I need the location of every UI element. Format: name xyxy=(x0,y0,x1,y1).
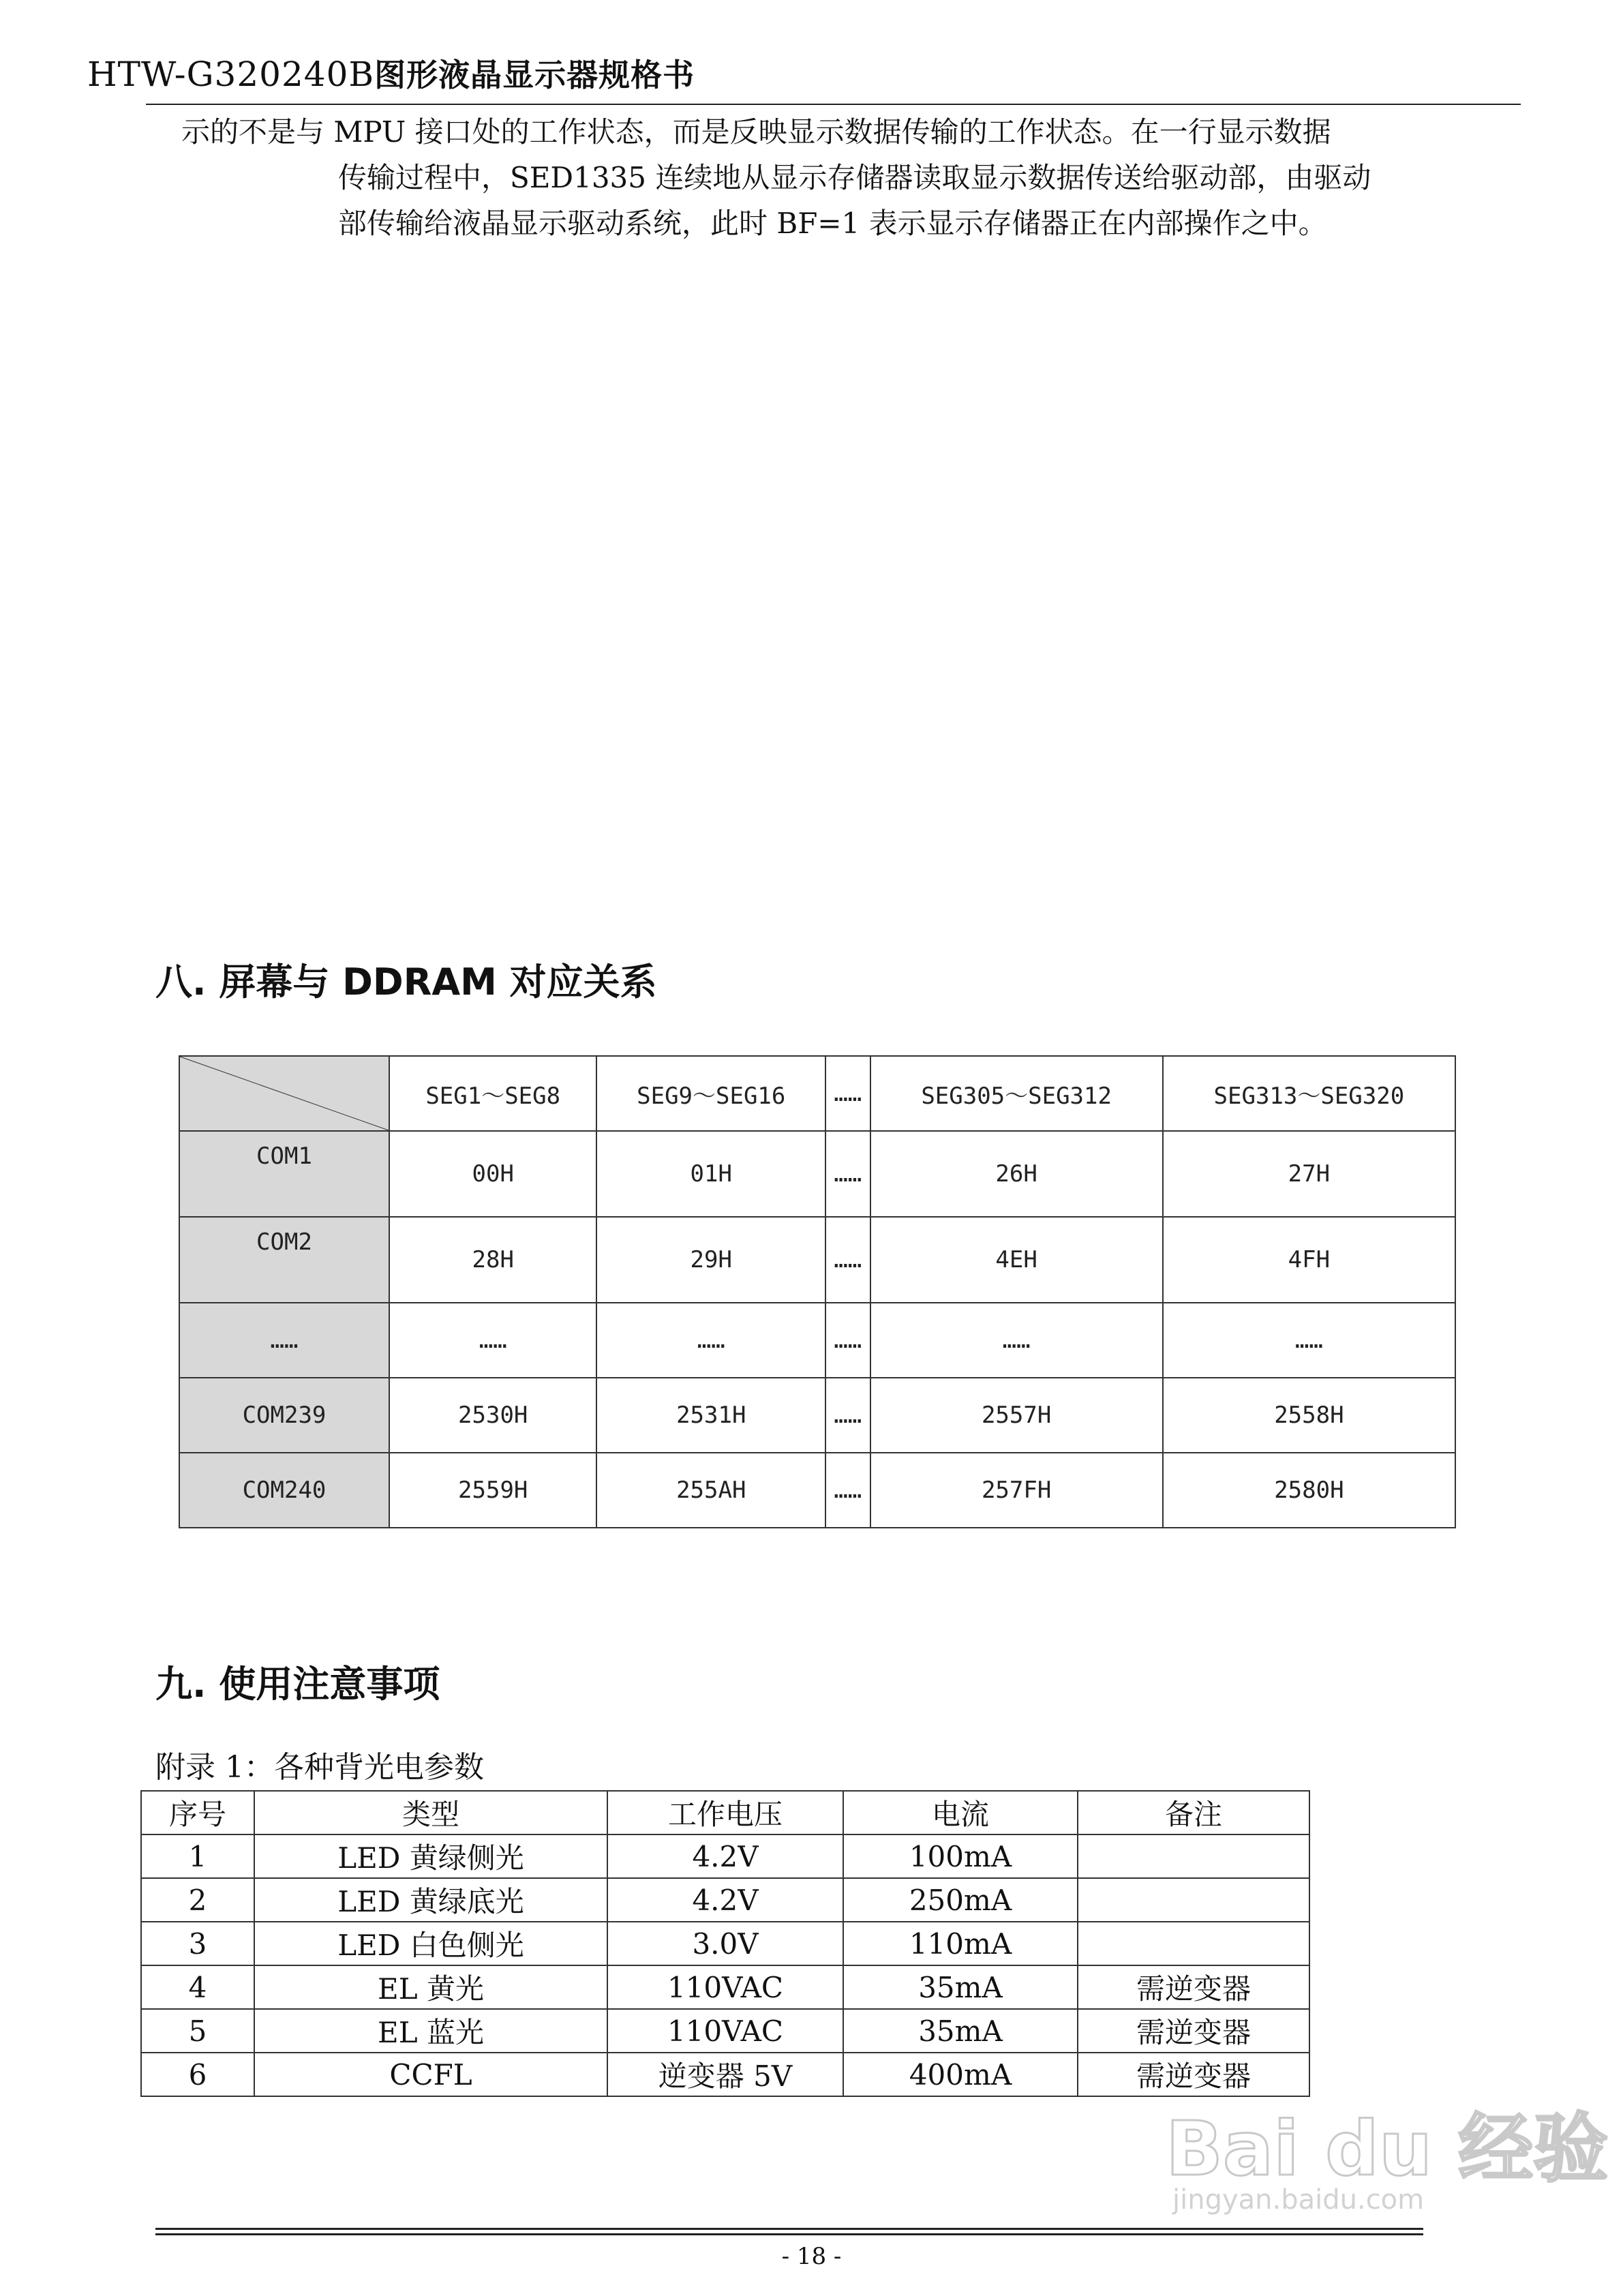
table-cell: 6 xyxy=(141,2053,254,2096)
table-cell: …… xyxy=(825,1131,870,1217)
row-header: COM239 xyxy=(179,1378,389,1453)
table-row xyxy=(141,2053,1309,2096)
table-row xyxy=(179,1378,1455,1453)
table-cell: CCFL xyxy=(254,2053,607,2096)
table-cell: 3 xyxy=(141,1922,254,1965)
table-cell xyxy=(1078,1878,1309,1922)
row-header: …… xyxy=(179,1303,389,1378)
table-cell: 2558H xyxy=(1163,1378,1455,1453)
column-header: 工作电压 xyxy=(607,1791,843,1834)
table-row xyxy=(179,1131,1455,1217)
watermark-url: jingyan.baidu.com xyxy=(1172,2184,1425,2216)
table-cell: 110mA xyxy=(843,1922,1078,1965)
ddram-mapping-table xyxy=(179,1055,1456,1528)
table-cell: LED 黄绿侧光 xyxy=(254,1834,607,1878)
table-cell: 2531H xyxy=(596,1378,825,1453)
table-cell: EL 黄光 xyxy=(254,1965,607,2009)
footer-rule xyxy=(155,2228,1423,2230)
table-row xyxy=(179,1217,1455,1303)
table-row xyxy=(141,1922,1309,1965)
table-cell: 00H xyxy=(389,1131,596,1217)
corner-cell xyxy=(179,1056,389,1131)
appendix-caption: 附录 1：各种背光电参数 xyxy=(155,1750,484,1785)
backlight-parameters-table xyxy=(140,1790,1310,2097)
table-row xyxy=(141,2009,1309,2053)
table-cell: 26H xyxy=(870,1131,1163,1217)
table-cell: 需逆变器 xyxy=(1078,1965,1309,2009)
table-cell: 35mA xyxy=(843,2009,1078,2053)
table-cell: 4.2V xyxy=(607,1834,843,1878)
table-cell: 2 xyxy=(141,1878,254,1922)
column-header: 类型 xyxy=(254,1791,607,1834)
column-header: 电流 xyxy=(843,1791,1078,1834)
column-header: …… xyxy=(825,1056,870,1131)
table-header-row xyxy=(141,1791,1309,1834)
header-rule xyxy=(146,104,1521,105)
table-cell: LED 白色侧光 xyxy=(254,1922,607,1965)
table-cell: 需逆变器 xyxy=(1078,2009,1309,2053)
table-cell: 28H xyxy=(389,1217,596,1303)
section-8-title: 八. 屏幕与 DDRAM 对应关系 xyxy=(155,961,657,1003)
table-cell: …… xyxy=(870,1303,1163,1378)
table-cell: 4 xyxy=(141,1965,254,2009)
table-cell: …… xyxy=(389,1303,596,1378)
column-header: SEG9～SEG16 xyxy=(596,1056,825,1131)
table-row xyxy=(141,1834,1309,1878)
table-cell: 4FH xyxy=(1163,1217,1455,1303)
table-cell: EL 蓝光 xyxy=(254,2009,607,2053)
header-doc-title: 图形液晶显示器规格书 xyxy=(374,57,695,93)
table-cell: 255AH xyxy=(596,1453,825,1528)
intro-paragraph xyxy=(181,109,1476,247)
table-cell: 需逆变器 xyxy=(1078,2053,1309,2096)
table-row xyxy=(141,1878,1309,1922)
table-cell: …… xyxy=(1163,1303,1455,1378)
table-row xyxy=(179,1453,1455,1528)
table-cell: …… xyxy=(825,1453,870,1528)
table-cell: …… xyxy=(825,1303,870,1378)
section-9-title: 九. 使用注意事项 xyxy=(155,1663,440,1706)
table-cell: …… xyxy=(825,1378,870,1453)
header-title xyxy=(87,55,695,94)
table-row xyxy=(141,1965,1309,2009)
watermark-brand: Bai du 经验 xyxy=(1166,2105,1609,2192)
column-header: 序号 xyxy=(141,1791,254,1834)
table-cell: 2580H xyxy=(1163,1453,1455,1528)
table-header-row xyxy=(179,1056,1455,1131)
table-cell xyxy=(1078,1922,1309,1965)
column-header: SEG313～SEG320 xyxy=(1163,1056,1455,1131)
table-cell: 2530H xyxy=(389,1378,596,1453)
table-cell: 01H xyxy=(596,1131,825,1217)
table-cell: 4EH xyxy=(870,1217,1163,1303)
table-cell: 100mA xyxy=(843,1834,1078,1878)
row-header: COM2 xyxy=(179,1217,389,1303)
diagonal-line-icon xyxy=(180,1057,389,1130)
row-header: COM1 xyxy=(179,1131,389,1217)
table-cell: LED 黄绿底光 xyxy=(254,1878,607,1922)
row-header: COM240 xyxy=(179,1453,389,1528)
column-header: SEG305～SEG312 xyxy=(870,1056,1163,1131)
table-cell: 35mA xyxy=(843,1965,1078,2009)
page-number: - 18 - xyxy=(781,2243,842,2270)
table-cell: 250mA xyxy=(843,1878,1078,1922)
column-header: 备注 xyxy=(1078,1791,1309,1834)
table-cell: 4.2V xyxy=(607,1878,843,1922)
table-cell: 2559H xyxy=(389,1453,596,1528)
table-cell: 257FH xyxy=(870,1453,1163,1528)
table-cell: 3.0V xyxy=(607,1922,843,1965)
column-header: SEG1～SEG8 xyxy=(389,1056,596,1131)
table-cell: …… xyxy=(596,1303,825,1378)
table-cell xyxy=(1078,1834,1309,1878)
table-cell: 110VAC xyxy=(607,2009,843,2053)
intro-line: 示的不是与 MPU 接口处的工作状态，而是反映显示数据传输的工作状态。在一行显示数据 xyxy=(181,115,1331,149)
table-row xyxy=(179,1303,1455,1378)
table-cell: 1 xyxy=(141,1834,254,1878)
table-cell: 2557H xyxy=(870,1378,1163,1453)
table-cell: 110VAC xyxy=(607,1965,843,2009)
table-cell: 逆变器 5V xyxy=(607,2053,843,2096)
table-cell: …… xyxy=(825,1217,870,1303)
header-model: HTW-G320240B xyxy=(87,55,375,94)
table-cell: 29H xyxy=(596,1217,825,1303)
baidu-watermark-logo xyxy=(1159,2100,1609,2216)
table-cell: 400mA xyxy=(843,2053,1078,2096)
table-cell: 27H xyxy=(1163,1131,1455,1217)
intro-line: 传输过程中，SED1335 连续地从显示存储器读取显示数据传送给驱动部，由驱动 xyxy=(338,161,1371,195)
footer-rule xyxy=(155,2233,1423,2235)
intro-line: 部传输给液晶显示驱动系统，此时 BF=1 表示显示存储器正在内部操作之中。 xyxy=(338,207,1327,241)
table-cell: 5 xyxy=(141,2009,254,2053)
